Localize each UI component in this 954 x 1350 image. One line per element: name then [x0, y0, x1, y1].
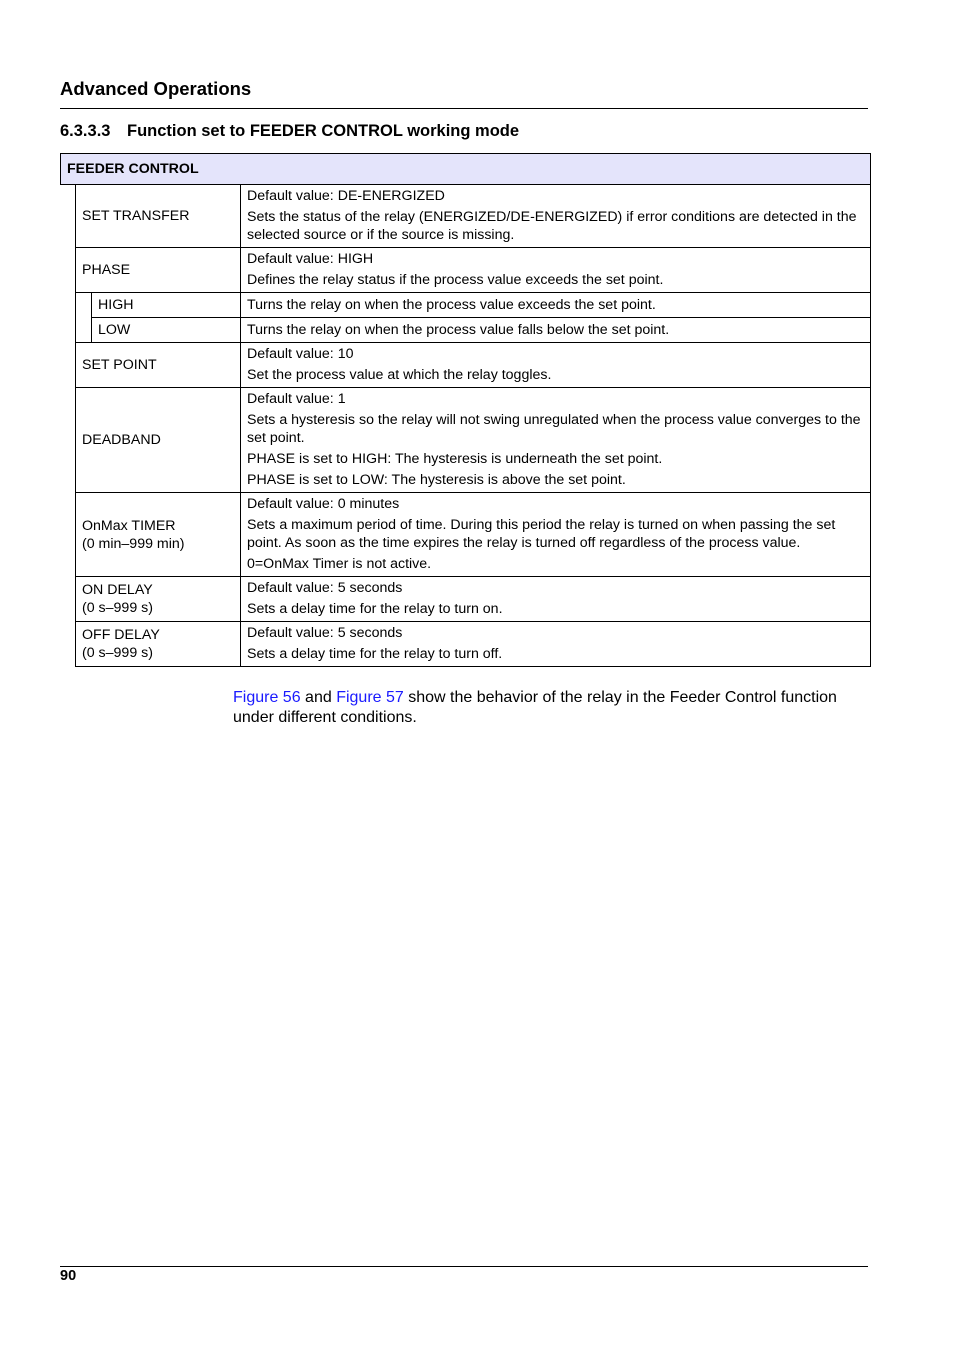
chapter-title: Advanced Operations	[60, 78, 252, 99]
row-label-range: (0 s–999 s)	[82, 600, 153, 616]
row-label-main: OFF DELAY	[82, 627, 160, 643]
row-label: LOW	[92, 318, 241, 343]
table-row	[61, 293, 871, 318]
page-number: 90	[60, 1268, 77, 1284]
row-label-range: (0 min–999 min)	[82, 535, 185, 552]
description-line: Default value: 5 seconds	[247, 625, 403, 641]
row-description	[241, 318, 871, 343]
table-row	[61, 343, 871, 388]
row-label: SET POINT	[76, 343, 241, 388]
description-line: Sets a delay time for the relay to turn off.	[247, 646, 503, 662]
footer-divider	[60, 1266, 868, 1267]
description-line: Default value: HIGH	[247, 251, 374, 267]
row-label	[76, 493, 241, 577]
description-line: Default value: DE-ENERGIZED	[247, 188, 445, 204]
row-label: PHASE	[76, 248, 241, 293]
row-label: SET TRANSFER	[76, 185, 241, 248]
table-row	[61, 493, 871, 577]
description-line: Default value: 10	[247, 346, 354, 362]
table-row	[61, 622, 871, 667]
table-row	[61, 185, 871, 248]
row-description	[241, 388, 871, 493]
section-title: Function set to FEEDER CONTROL working mode	[127, 122, 520, 140]
description-line: Turns the relay on when the process value exceeds the set point.	[247, 297, 656, 313]
description-line: PHASE is set to HIGH: The hysteresis is underneath the set point.	[247, 451, 663, 467]
row-description	[241, 622, 871, 667]
row-label-main: ON DELAY	[82, 582, 153, 598]
row-label	[76, 622, 241, 667]
row-description	[241, 577, 871, 622]
description-line: Default value: 0 minutes	[247, 496, 400, 512]
description-line: Default value: 5 seconds	[247, 580, 403, 596]
table-header: FEEDER CONTROL	[61, 154, 871, 185]
description-line: Turns the relay on when the process value falls below the set point.	[247, 322, 670, 338]
header-divider	[60, 108, 868, 109]
description-line: Set the process value at which the relay toggles.	[247, 367, 552, 383]
section-number: 6.3.3.3	[60, 122, 111, 140]
row-description	[241, 493, 871, 577]
description-line: Defines the relay status if the process value exceeds the set point.	[247, 272, 664, 288]
paragraph-text: and	[300, 689, 337, 706]
row-description	[241, 343, 871, 388]
paragraph-text: show the behavior of the relay in the Feeder Control function under different conditions.	[233, 689, 837, 726]
row-label	[76, 577, 241, 622]
row-label: DEADBAND	[76, 388, 241, 493]
description-line: Sets a maximum period of time. During this period the relay is turned on when passing the set point. As soon as the time expires the relay is turned off regardless of the process value.	[247, 517, 836, 551]
description-line: PHASE is set to LOW: The hysteresis is above the set point.	[247, 472, 626, 488]
description-line: Sets a hysteresis so the relay will not swing unregulated when the process value converges to the set point.	[247, 412, 861, 446]
row-description	[241, 185, 871, 248]
table-row	[61, 577, 871, 622]
row-description	[241, 293, 871, 318]
description-line: Sets a delay time for the relay to turn on.	[247, 601, 503, 617]
figure-56-link[interactable]: Figure 56	[233, 689, 301, 706]
feeder-control-table	[60, 153, 871, 667]
table-row	[61, 318, 871, 343]
table-row	[61, 388, 871, 493]
description-line: Sets the status of the relay (ENERGIZED/DE-ENERGIZED) if error conditions are detected in the selected source or if the source is missing.	[247, 209, 857, 243]
row-label-main: OnMax TIMER	[82, 517, 176, 534]
table-row	[61, 248, 871, 293]
description-line: 0=OnMax Timer is not active.	[247, 556, 432, 572]
row-description	[241, 248, 871, 293]
section-heading	[60, 122, 519, 141]
figure-57-link[interactable]: Figure 57	[336, 689, 404, 706]
body-paragraph	[233, 688, 858, 728]
row-label: HIGH	[92, 293, 241, 318]
description-line: Default value: 1	[247, 391, 346, 407]
row-label-range: (0 s–999 s)	[82, 645, 153, 661]
